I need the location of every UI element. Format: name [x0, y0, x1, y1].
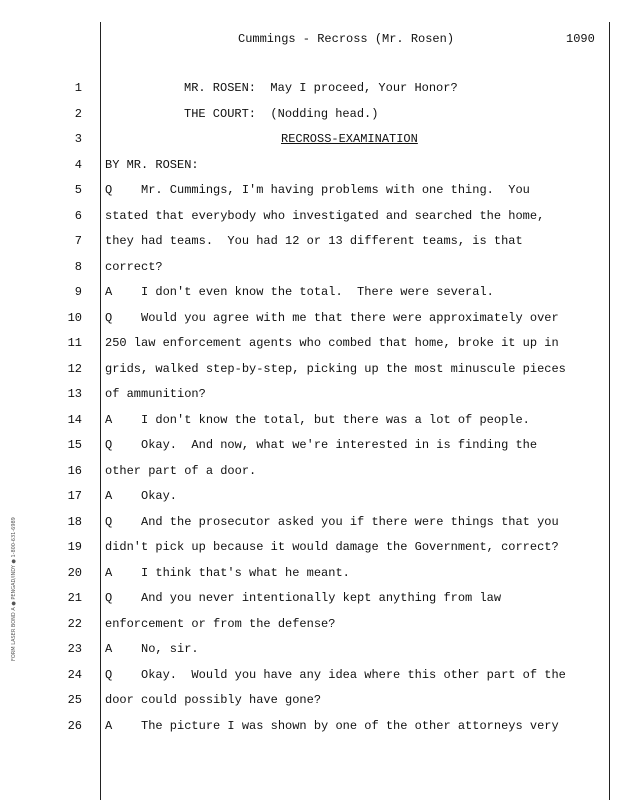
section-heading: RECROSS-EXAMINATION	[281, 132, 418, 146]
transcript-line	[0, 382, 638, 408]
line-number: 9	[74, 285, 82, 299]
line-text: correct?	[105, 259, 163, 274]
transcript-line	[0, 76, 638, 102]
transcript-line	[0, 637, 638, 663]
line-text: other part of a door.	[105, 463, 257, 478]
line-number: 5	[74, 183, 82, 197]
pengad-form-note: FORM LASER BOND A ● PENGAD/INDY ● 1-800-631-6989	[11, 517, 17, 661]
transcript-line	[0, 306, 638, 332]
transcript-line	[0, 510, 638, 536]
transcript-line	[0, 714, 638, 740]
line-number: 17	[67, 489, 82, 503]
line-number: 25	[67, 693, 82, 707]
line-number: 22	[67, 616, 82, 631]
transcript-line	[0, 255, 638, 281]
line-number: 7	[74, 234, 82, 248]
line-number: 6	[74, 208, 82, 223]
line-number: 11	[67, 336, 82, 350]
line-number: 3	[74, 132, 82, 146]
transcript-line	[0, 433, 638, 459]
line-number: 10	[67, 310, 82, 325]
transcript-line	[0, 280, 638, 306]
line-number: 15	[67, 438, 82, 452]
line-text: 250 law enforcement agents who combed that home, broke it up in	[105, 336, 559, 350]
line-text: Q And the prosecutor asked you if there were things that you	[105, 514, 559, 529]
line-text: THE COURT: (Nodding head.)	[184, 106, 379, 121]
transcript-lines	[0, 76, 638, 739]
line-number: 24	[67, 667, 82, 682]
line-number: 19	[67, 540, 82, 554]
line-text: A I don't know the total, but there was a lot of people.	[105, 412, 530, 427]
line-text: enforcement or from the defense?	[105, 616, 336, 631]
line-number: 2	[74, 106, 82, 121]
transcript-line	[0, 331, 638, 357]
transcript-line	[0, 204, 638, 230]
line-number: 18	[67, 514, 82, 529]
line-text: Q Would you agree with me that there were approximately over	[105, 310, 559, 325]
line-text: A I don't even know the total. There were several.	[105, 285, 494, 299]
line-text: they had teams. You had 12 or 13 different teams, is that	[105, 234, 523, 248]
transcript-line	[0, 153, 638, 179]
line-text: of ammunition?	[105, 387, 206, 401]
line-text: A I think that's what he meant.	[105, 565, 350, 580]
line-text: BY MR. ROSEN:	[105, 157, 199, 172]
transcript-line	[0, 612, 638, 638]
line-text: Q Okay. Would you have any idea where this other part of the	[105, 667, 566, 682]
transcript-line	[0, 688, 638, 714]
line-text: Q And you never intentionally kept anything from law	[105, 591, 502, 605]
transcript-line	[0, 178, 638, 204]
line-number: 4	[74, 157, 82, 172]
transcript-line	[0, 484, 638, 510]
line-text: MR. ROSEN: May I proceed, Your Honor?	[184, 81, 458, 95]
line-text: A No, sir.	[105, 642, 199, 656]
transcript-line	[0, 229, 638, 255]
transcript-line	[0, 535, 638, 561]
line-number: 20	[67, 565, 82, 580]
line-text: grids, walked step-by-step, picking up the most minuscule pieces	[105, 361, 566, 376]
transcript-line	[0, 561, 638, 587]
transcript-line	[0, 408, 638, 434]
line-text: door could possibly have gone?	[105, 693, 322, 707]
transcript-line	[0, 586, 638, 612]
line-text: Q Mr. Cummings, I'm having problems with one thing. You	[105, 183, 530, 197]
transcript-line	[0, 127, 638, 153]
page-header-title: Cummings - Recross (Mr. Rosen)	[238, 32, 455, 46]
line-text: A The picture I was shown by one of the other attorneys very	[105, 718, 559, 733]
line-number: 16	[67, 463, 82, 478]
transcript-line	[0, 102, 638, 128]
line-text: A Okay.	[105, 489, 178, 503]
page-number: 1090	[566, 32, 595, 46]
line-text: stated that everybody who investigated and searched the home,	[105, 208, 545, 223]
transcript-line	[0, 663, 638, 689]
line-number: 14	[67, 412, 82, 427]
transcript-line	[0, 357, 638, 383]
line-number: 8	[74, 259, 82, 274]
line-text: didn't pick up because it would damage the Government, correct?	[105, 540, 559, 554]
line-number: 12	[67, 361, 82, 376]
line-number: 1	[74, 81, 82, 95]
line-number: 13	[67, 387, 82, 401]
line-number: 23	[67, 642, 82, 656]
line-number: 21	[67, 591, 82, 605]
transcript-line	[0, 459, 638, 485]
line-text: Q Okay. And now, what we're interested in is finding the	[105, 438, 538, 452]
line-number: 26	[67, 718, 82, 733]
